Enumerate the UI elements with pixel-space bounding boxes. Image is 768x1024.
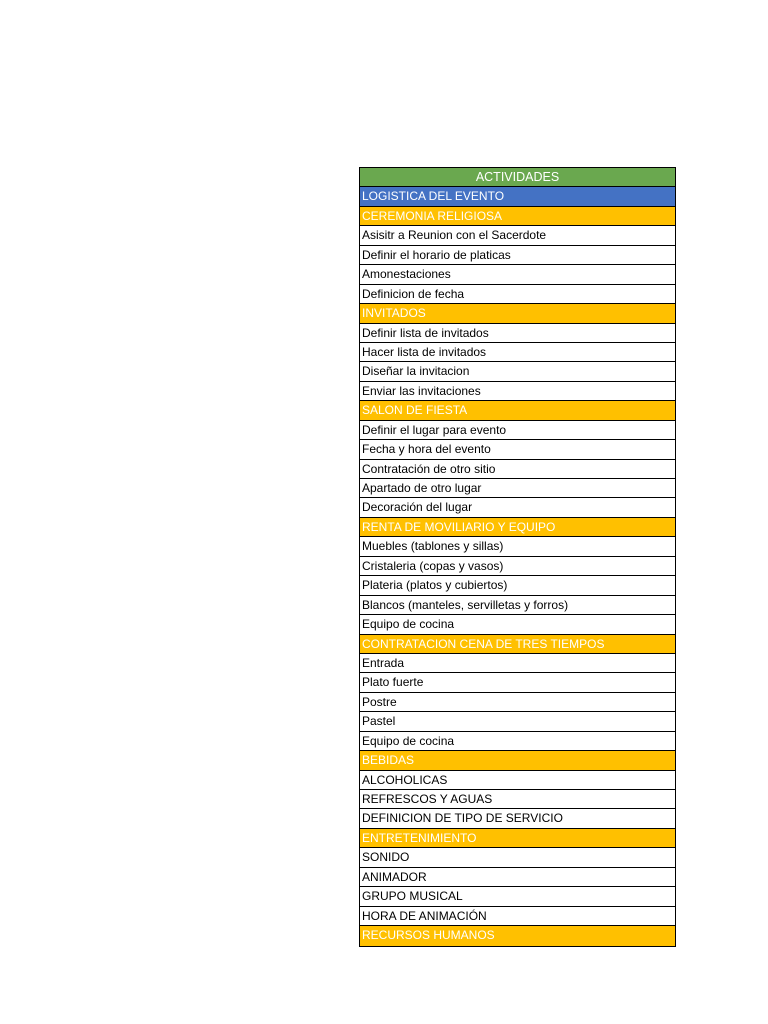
- table-row[interactable]: Asisitr a Reunion con el Sacerdote: [360, 226, 675, 245]
- table-row[interactable]: Definir el lugar para evento: [360, 421, 675, 440]
- table-row-section[interactable]: ENTRETENIMIENTO: [360, 829, 675, 848]
- table-row[interactable]: Equipo de cocina: [360, 732, 675, 751]
- table-row[interactable]: Plato fuerte: [360, 673, 675, 692]
- table-row[interactable]: Definir lista de invitados: [360, 324, 675, 343]
- table-row-section[interactable]: RECURSOS HUMANOS: [360, 926, 675, 945]
- table-row[interactable]: Entrada: [360, 654, 675, 673]
- table-row-section[interactable]: RENTA DE MOVILIARIO Y EQUIPO: [360, 518, 675, 537]
- table-row[interactable]: Hacer lista de invitados: [360, 343, 675, 362]
- table-row[interactable]: DEFINICION DE TIPO DE SERVICIO: [360, 809, 675, 828]
- table-row-section[interactable]: INVITADOS: [360, 304, 675, 323]
- table-row[interactable]: Postre: [360, 693, 675, 712]
- table-row[interactable]: Plateria (platos y cubiertos): [360, 576, 675, 595]
- table-row[interactable]: Blancos (manteles, servilletas y forros): [360, 596, 675, 615]
- table-row[interactable]: Apartado de otro lugar: [360, 479, 675, 498]
- table-row[interactable]: Contratación de otro sitio: [360, 460, 675, 479]
- table-row[interactable]: Definicion de fecha: [360, 285, 675, 304]
- table-row[interactable]: Amonestaciones: [360, 265, 675, 284]
- table-row[interactable]: Pastel: [360, 712, 675, 731]
- table-row-logistica[interactable]: LOGISTICA DEL EVENTO: [360, 187, 675, 206]
- activities-table: [359, 167, 676, 947]
- table-row[interactable]: Fecha y hora del evento: [360, 440, 675, 459]
- table-row-section[interactable]: CONTRATACION CENA DE TRES TIEMPOS: [360, 635, 675, 654]
- table-row[interactable]: Muebles (tablones y sillas): [360, 537, 675, 556]
- table-row-section[interactable]: BEBIDAS: [360, 751, 675, 770]
- table-row[interactable]: GRUPO MUSICAL: [360, 887, 675, 906]
- table-row[interactable]: Diseñar la invitacion: [360, 362, 675, 381]
- table-row-section[interactable]: CEREMONIA RELIGIOSA: [360, 207, 675, 226]
- table-row[interactable]: HORA DE ANIMACIÓN: [360, 907, 675, 926]
- table-row[interactable]: ALCOHOLICAS: [360, 771, 675, 790]
- table-row[interactable]: REFRESCOS Y AGUAS: [360, 790, 675, 809]
- table-row[interactable]: Decoración del lugar: [360, 498, 675, 517]
- table-row[interactable]: Equipo de cocina: [360, 615, 675, 634]
- table-row[interactable]: Cristaleria (copas y vasos): [360, 557, 675, 576]
- table-row[interactable]: Enviar las invitaciones: [360, 382, 675, 401]
- table-row[interactable]: SONIDO: [360, 848, 675, 867]
- table-row[interactable]: Definir el horario de platicas: [360, 246, 675, 265]
- table-header[interactable]: ACTIVIDADES: [360, 168, 675, 187]
- table-row-section[interactable]: SALON DE FIESTA: [360, 401, 675, 420]
- table-row[interactable]: ANIMADOR: [360, 868, 675, 887]
